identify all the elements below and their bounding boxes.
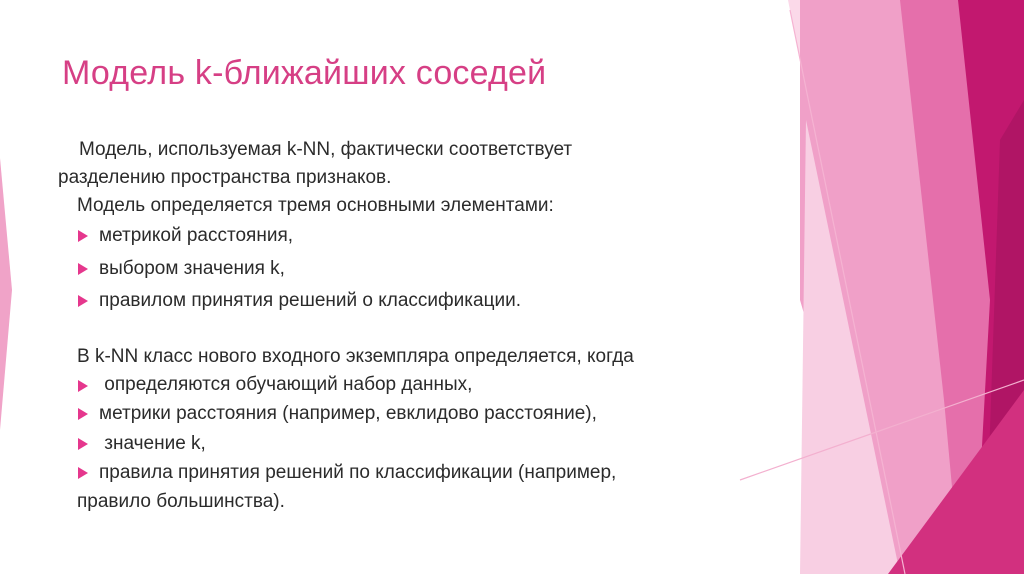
triangle-bullet-icon (78, 230, 88, 242)
intro-line-2: разделению пространства признаков. (58, 167, 392, 188)
element-item: правилом принятия решений о классификации. (99, 290, 521, 311)
intro-line-3: Модель определяется тремя основными элементами: (77, 195, 554, 216)
triangle-bullet-icon (78, 380, 88, 392)
intro-line-1: Модель, используемая k-NN, фактически соответствует (79, 139, 573, 160)
left-accent-shape (0, 158, 12, 430)
condition-item: значение k, (99, 433, 206, 454)
condition-item: метрики расстояния (например, евклидово расстояние), (99, 403, 597, 424)
element-item: выбором значения k, (99, 258, 285, 279)
triangle-bullet-icon (78, 467, 88, 479)
closing-line: правило большинства). (77, 491, 285, 512)
triangle-bullet-icon (78, 295, 88, 307)
triangle-bullet-icon (78, 408, 88, 420)
condition-item: правила принятия решений по классификации (например, (99, 462, 617, 483)
triangle-bullet-icon (78, 263, 88, 275)
second-intro: В k-NN класс нового входного экземпляра определяется, когда (77, 346, 634, 367)
triangle-bullet-icon (78, 438, 88, 450)
element-item: метрикой расстояния, (99, 225, 294, 246)
slide-title: Модель k-ближайших соседей (62, 54, 547, 92)
condition-item: определяются обучающий набор данных, (99, 374, 473, 395)
